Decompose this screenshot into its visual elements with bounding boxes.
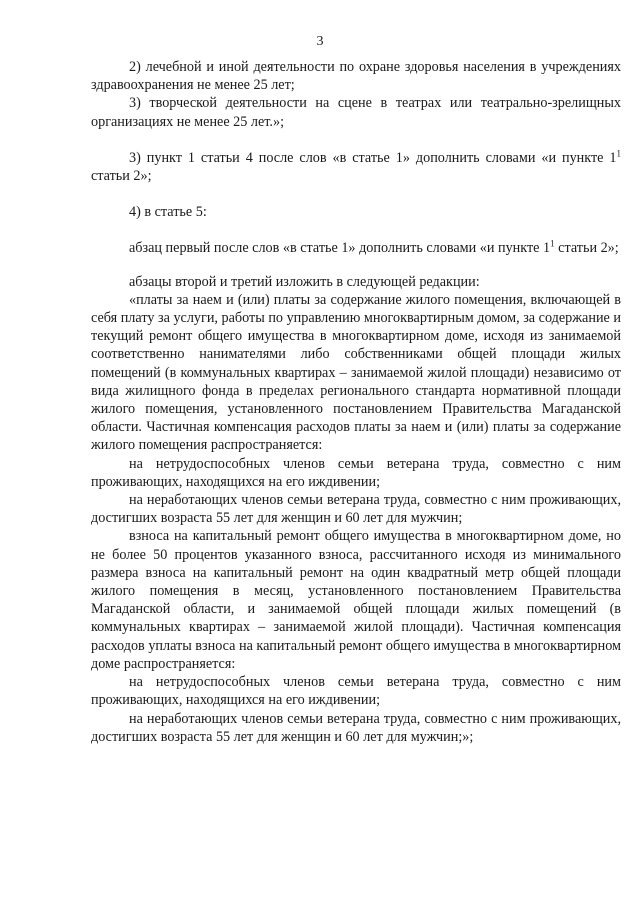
paragraph-item-2: 2) лечебной и иной деятельности по охране здоровья населения в учреждениях здравоохранения не менее 25 лет; [91,59,621,94]
paragraph-netrudosposobnyh-2: на нетрудоспособных членов семьи ветерана труда, совместно с ним проживающих, находящихся на его иждивении; [91,674,621,709]
paragraph-text: статьи 2»; [554,240,619,257]
paragraph-abzac-first [91,239,621,257]
paragraph-kapremont: взноса на капитальный ремонт общего имущества в многоквартирном доме, но не более 50 процентов указанного взноса, рассчитанного исходя из минимального размера взноса на капитальный ремонт на один квадратный метр общей площади жилого помещения в месяц, установленного постановлением Правительства Магаданской области, и занимаемой общей площади жилых помещений (в коммунальных квартирах – занимаемой жилой площади). Частичная компенсация расходов уплаты взноса на капитальный ремонт общего имущества в многоквартирном доме распространяется: [91,528,621,672]
paragraph-text: 3) пункт 1 статьи 4 после слов «в статье 1» дополнить словами «и пункте 1 [129,149,617,166]
paragraph-nerabotayushchih-1: на неработающих членов семьи ветерана труда, совместно с ним проживающих, достигших возраста 55 лет для женщин и 60 лет для мужчин; [91,492,621,527]
paragraph-netrudosposobnyh-1: на нетрудоспособных членов семьи ветерана труда, совместно с ним проживающих, находящихся на его иждивении; [91,455,621,490]
page-number: 3 [316,34,324,49]
paragraph-item-3: 3) творческой деятельности на сцене в театрах или театрально-зрелищных организациях не менее 25 лет.»; [91,95,621,130]
superscript: 1 [550,238,555,249]
paragraph-nerabotayushchih-2: на неработающих членов семьи ветерана труда, совместно с ним проживающих, достигших возраста 55 лет для женщин и 60 лет для мужчин;»; [91,710,621,745]
paragraph-point-3 [91,149,621,185]
superscript: 1 [616,148,621,159]
document-body [91,58,621,746]
paragraph-platy-naem: «платы за наем и (или) платы за содержание жилого помещения, включающей в себя плату за услуги, работы по управлению многоквартирным домом, за содержание и текущий ремонт общего имущества в многоквартирном доме, исходя из занимаемой соответственно нанимателями либо собственниками общей площади жилых помещений (в коммунальных квартирах – занимаемой жилой площади) независимо от вида жилищного фонда в пределах регионального стандарта нормативной площади жилого помещения, установленного постановлением Правительства Магаданской области. Частичная компенсация расходов платы за наем и (или) платы за содержание жилого помещения распространяется: [91,291,621,454]
paragraph-text: абзац первый после слов «в статье 1» дополнить словами «и пункте 1 [129,240,551,257]
paragraph-abzacy-intro: абзацы второй и третий изложить в следующей редакции: [129,273,480,290]
paragraph-text: статьи 2»; [91,168,152,185]
paragraph-point-4: 4) в статье 5: [129,204,207,221]
